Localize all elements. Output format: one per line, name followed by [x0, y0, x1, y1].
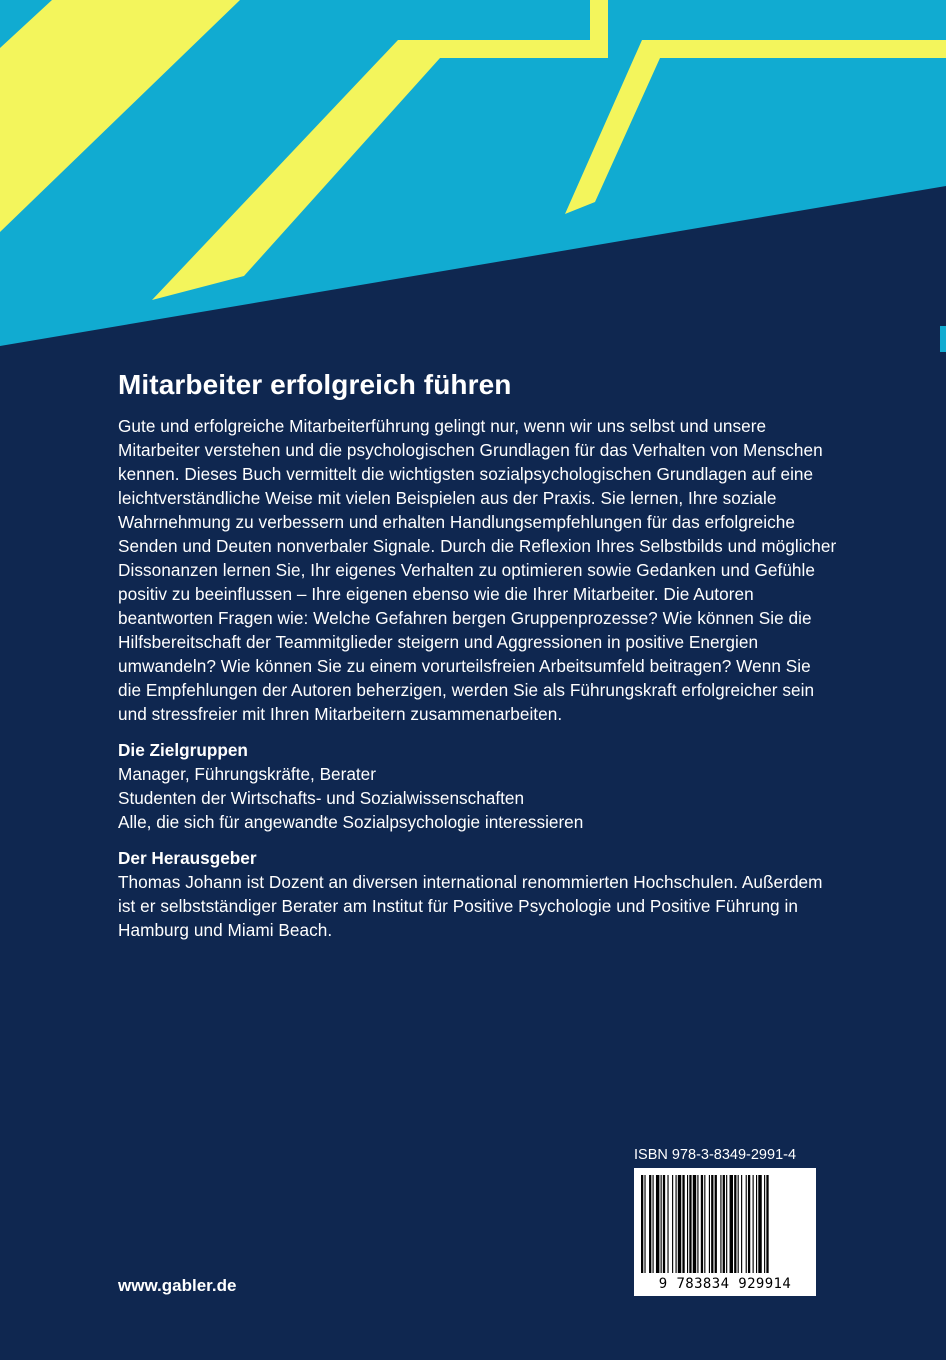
barcode-bar: [753, 1175, 754, 1273]
barcode-bar: [738, 1175, 739, 1273]
barcode-bar: [766, 1175, 768, 1273]
barcode-bar: [676, 1175, 677, 1273]
publisher-website: www.gabler.de: [118, 1276, 237, 1295]
barcode-bar: [678, 1175, 681, 1273]
barcode-bar: [697, 1175, 698, 1273]
target-group-item: Studenten der Wirtschafts- und Sozialwissenschaften: [118, 788, 525, 808]
barcode-bar: [672, 1175, 673, 1273]
barcode-bar: [663, 1175, 665, 1273]
barcode-bar: [667, 1175, 668, 1273]
barcode-bar: [748, 1175, 750, 1273]
target-groups-list: [118, 762, 838, 834]
barcode-bar: [723, 1175, 725, 1273]
barcode-bar: [756, 1175, 757, 1273]
barcode-bar: [689, 1175, 691, 1273]
barcode-bar: [641, 1175, 643, 1273]
target-group-item: Alle, die sich für angewandte Sozialpsychologie interessieren: [118, 812, 584, 832]
barcode-bar: [746, 1175, 747, 1273]
barcode-bar: [653, 1175, 654, 1273]
editor-heading: Der Herausgeber: [118, 848, 257, 868]
barcode-bar: [687, 1175, 688, 1273]
barcode-bar: [701, 1175, 703, 1273]
isbn-block: [634, 1145, 816, 1296]
edge-marker: [940, 326, 946, 352]
barcode-bar: [741, 1175, 742, 1273]
barcode-bar: [704, 1175, 705, 1273]
barcode-bar: [709, 1175, 710, 1273]
barcode-bar: [758, 1175, 761, 1273]
cover-graphic: [0, 0, 946, 360]
barcode-bar: [764, 1175, 765, 1273]
barcode-bar: [693, 1175, 696, 1273]
barcode-bar: [682, 1175, 684, 1273]
barcode-bar: [711, 1175, 713, 1273]
barcode-bar: [734, 1175, 736, 1273]
book-title: Mitarbeiter erfolgreich führen: [118, 369, 512, 400]
barcode-bar: [661, 1175, 662, 1273]
barcode-bar: [715, 1175, 717, 1273]
back-cover-content: [118, 368, 838, 942]
barcode: [634, 1168, 816, 1296]
barcode-bar: [720, 1175, 721, 1273]
editor-bio: Thomas Johann ist Dozent an diversen international renommierten Hochschulen. Außerdem ist er selbstständiger Berater am Institut für Positive Psychologie und Positive Führung in Hamburg und Miami Beach.: [118, 872, 823, 940]
target-group-item: Manager, Führungskräfte, Berater: [118, 764, 376, 784]
barcode-bar: [644, 1175, 645, 1273]
isbn-label: ISBN 978-3-8349-2991-4: [634, 1147, 797, 1163]
barcode-bars: [641, 1175, 809, 1273]
book-description: Gute und erfolgreiche Mitarbeiterführung gelingt nur, wenn wir uns selbst und unsere Mitarbeiter verstehen und die psychologischen Grundlagen für das Verhalten von Menschen kennen. Dieses Buch vermittelt die wichtigsten sozialpsychologischen Grundlagen auf eine leichtverständliche Weise mit vielen Beispielen aus der Praxis. Sie lernen, Ihre soziale Wahrnehmung zu verbessern und erhalten Handlungsempfehlungen für das erfolgreiche Senden und Deuten nonverbaler Signale. Durch die Reflexion Ihres Selbstbilds und möglicher Dissonanzen lernen Sie, Ihr eigenes Verhalten zu optimieren sowie Gedanken und Gefühle positiv zu beeinflussen – Ihre eigenen ebenso wie die Ihrer Mitarbeiter. Die Autoren beantworten Fragen wie: Welche Gefahren bergen Gruppenprozesse? Wie können Sie die Hilfsbereitschaft der Teammitglieder steigern und Aggressionen in positive Energien umwandeln? Wie können Sie zu einem vorurteilsfreien Arbeitsumfeld beitragen? Wenn Sie die Empfehlungen der Autoren beherzigen, werden Sie als Führungskraft erfolgreicher sein und stressfreier mit Ihren Mitarbeitern zusammenarbeiten.: [118, 416, 837, 724]
barcode-bar: [726, 1175, 727, 1273]
target-groups-heading: Die Zielgruppen: [118, 740, 248, 760]
barcode-bar: [656, 1175, 659, 1273]
barcode-bar: [649, 1175, 651, 1273]
barcode-digits: 9 783834 929914: [658, 1276, 792, 1292]
barcode-bar: [730, 1175, 733, 1273]
